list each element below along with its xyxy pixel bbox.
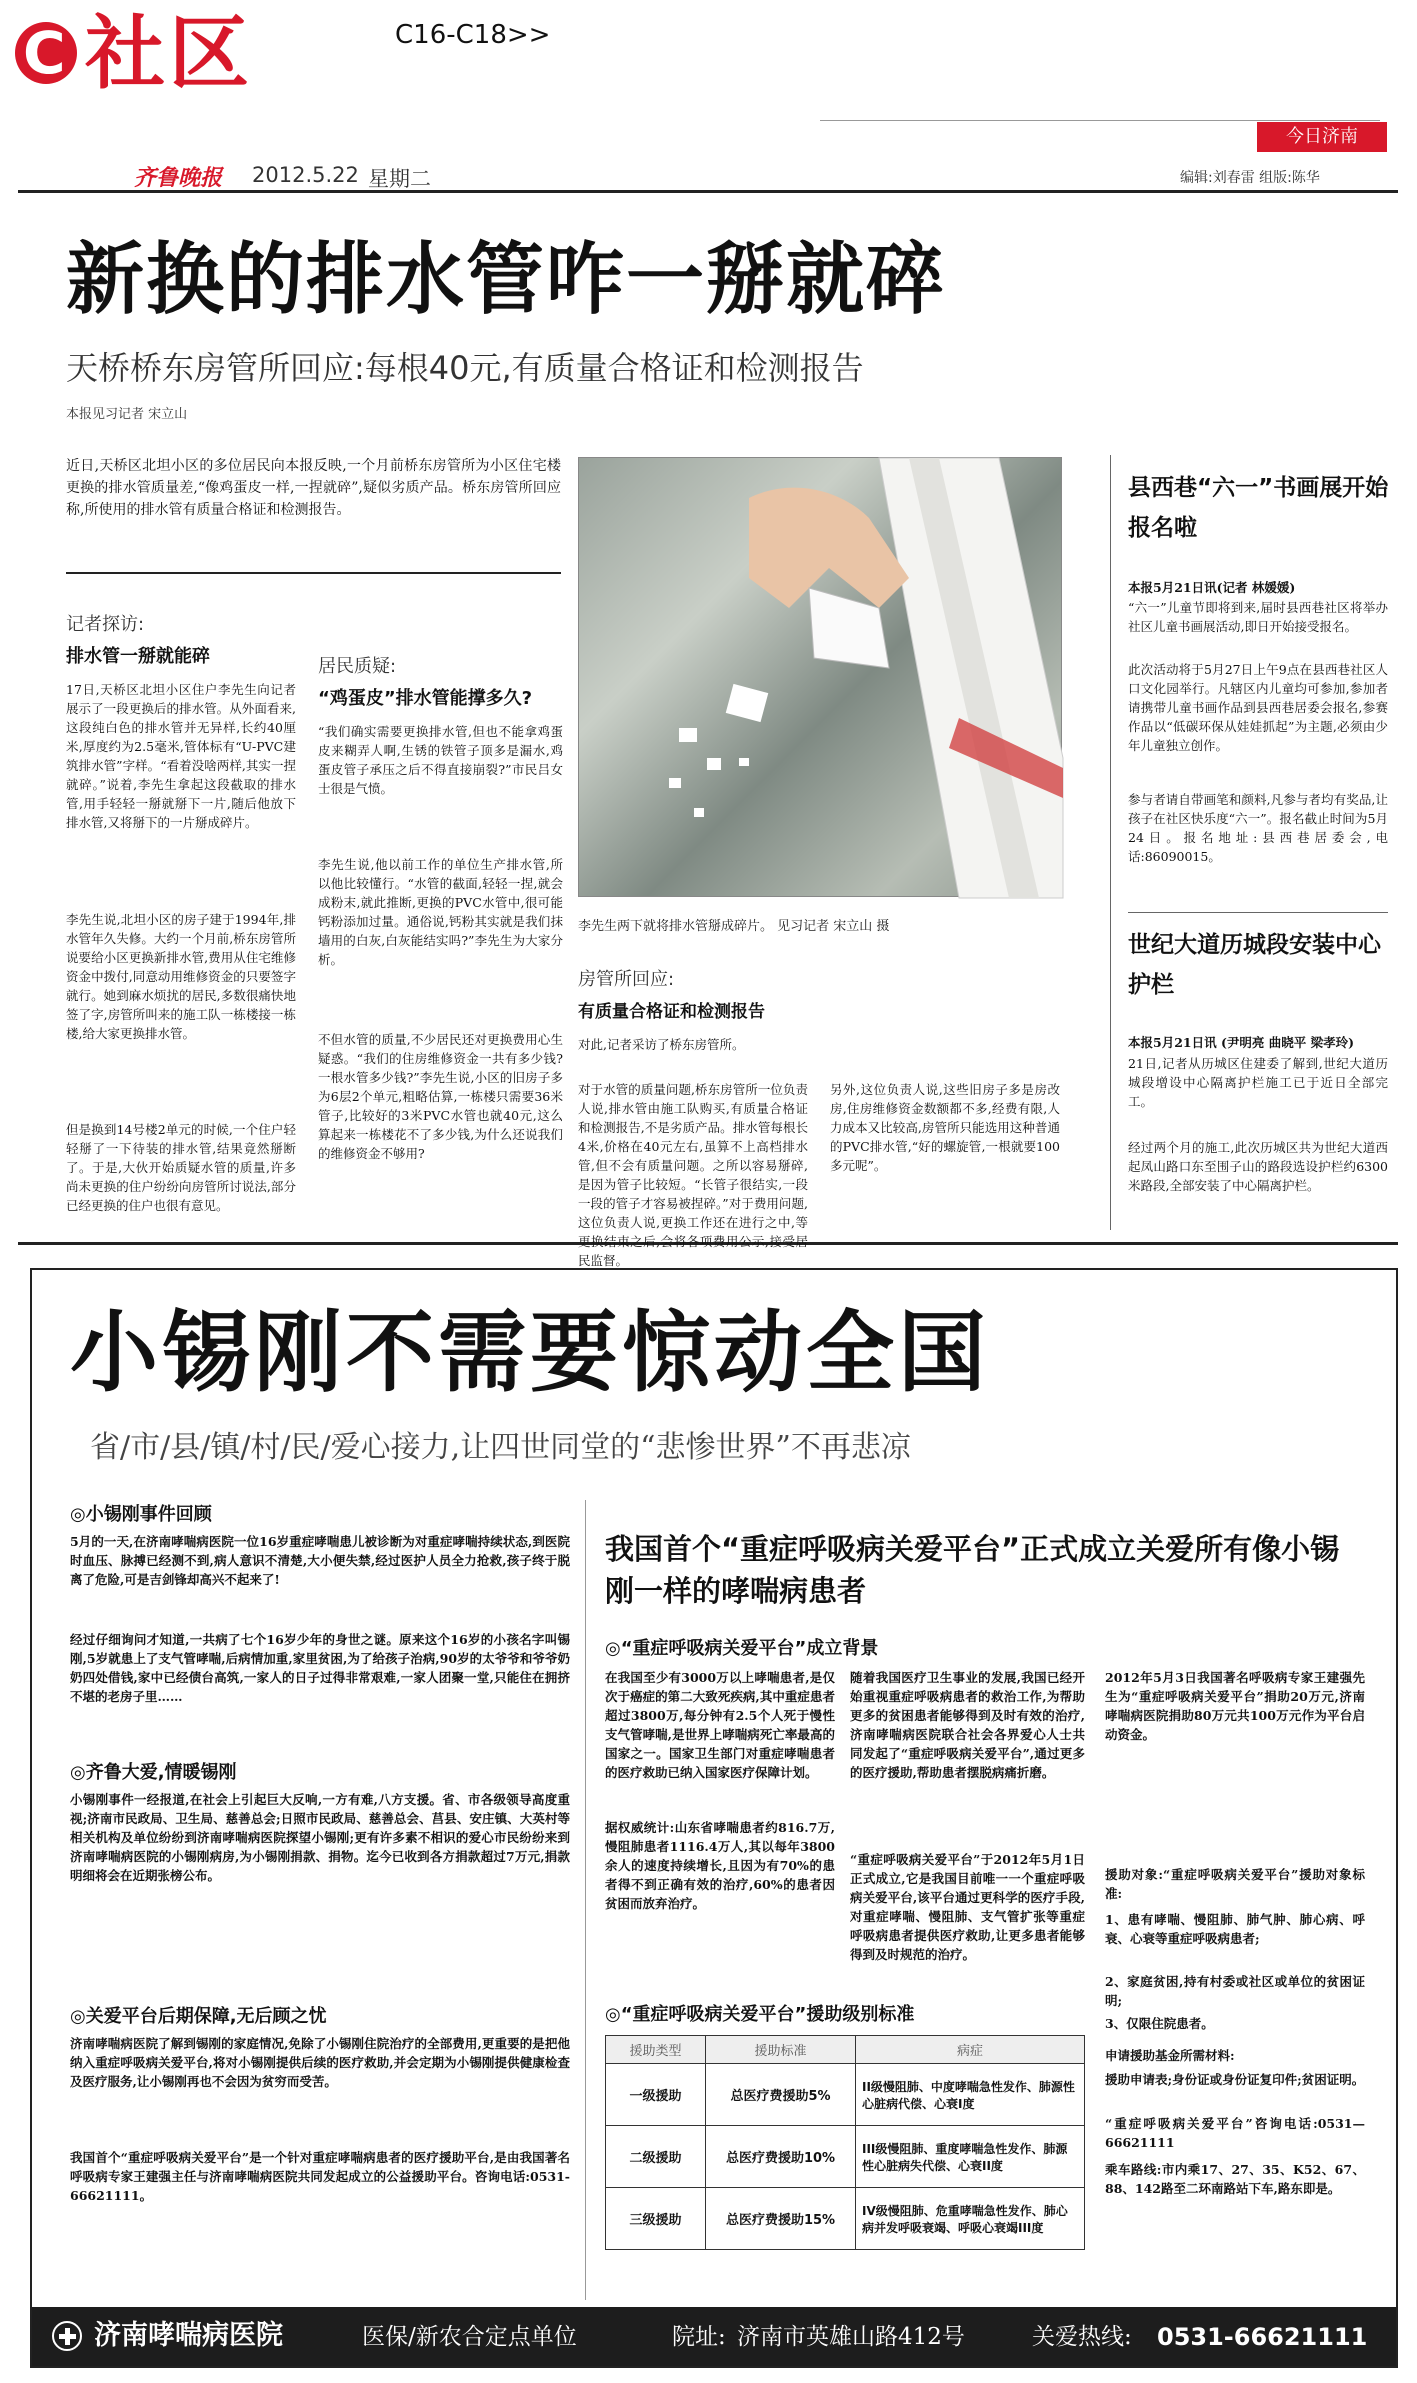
main-lead: 近日,天桥区北坦小区的多位居民向本报反映,一个月前桥东房管所为小区住宅楼更换的排水管质量差,“像鸡蛋皮一样,一捏就碎”,疑似劣质产品。桥东房管所回应称,所使用的排水管有质量合格证和检测报告。	[66, 458, 561, 518]
ad-col3-bus: 乘车路线:市内乘17、27、35、K52、67、88、142路至二环南路站下车,路东即是。	[1105, 2162, 1365, 2196]
ad-subheadline: 省/市/县/镇/村/民/爱心接力,让四世同堂的“悲惨世界”不再悲凉	[90, 1430, 911, 1465]
main-byline: 本报见习记者 宋立山	[66, 407, 188, 422]
page-range: C16-C18>>	[395, 20, 551, 50]
section2-p3: 不但水管的质量,不少居民还对更换费用心生疑惑。“我们的住房维修资金一共有多少钱?一根水管多少钱?”李先生说,小区的旧房子多为6层2个单元,粗略估算,一栋楼只需要36米管子,比较好的3米PVC水管也就40元,这么算起来一栋楼花不了多少钱,为什么还说我们的维修资金不够用?	[318, 1032, 563, 1161]
section3-p1: 对此,记者采访了桥东房管所。	[578, 1037, 745, 1052]
section2-p1: “我们确实需要更换排水管,但也不能拿鸡蛋皮来糊弄人啊,生锈的铁管子顶多是漏水,鸡蛋皮管子承压之后不得直接崩裂?”市民吕女士很是气愤。	[318, 724, 563, 796]
section1-p3-cont	[318, 598, 563, 638]
ad-left-s1-title: ◎小锡刚事件回顾	[70, 1504, 212, 1525]
paper-name: 齐鲁晚报	[134, 165, 223, 191]
news1-p2: 此次活动将于5月27日上午9点在县西巷社区人口文化园举行。凡辖区内儿童均可参加,参加者请携带儿童书画作品到县西巷居委会报名,参赛作品以“低碳环保从娃娃抓起”为主题,必须由少年儿童独立创作。	[1128, 662, 1388, 753]
news2-dateline: 本报5月21日讯 (尹明亮 曲晓平 梁孝玲)	[1128, 1035, 1354, 1050]
news2-title: 世纪大道历城段安装中心护栏	[1128, 932, 1381, 998]
table-row	[606, 2064, 1085, 2126]
section1-p1: 17日,天桥区北坦小区住户李先生向记者展示了一段更换后的排水管。从外面看来,这段纯白色的排水管并无异样,长约40厘米,厚度约为2.5毫米,管体标有“U-PVC建筑排水管”字样。“看着没啥两样,其实一捏就碎。”说着,李先生拿起这段截取的排水管,用手轻轻一掰就掰下一片,随后他放下排水管,又将掰下的一片掰成碎片。	[66, 682, 296, 830]
ad-headline: 小锡刚不需要惊动全国	[70, 1300, 991, 1404]
ad-left-s2-p1: 小锡刚事件一经报道,在社会上引起巨大反响,一方有难,八方支援。省、市各级领导高度重视;济南市民政局、卫生局、慈善总会;日照市民政局、慈善总会、莒县、安庄镇、大英村等相关机构及单位纷纷到济南哮喘病医院探望小锡刚;更有许多素不相识的爱心市民纷纷来到济南哮喘病医院的小锡刚病房,为小锡刚捐款、捐物。迄今已收到各方捐款超过7万元,捐款明细将会在近期张榜公布。	[70, 1792, 570, 1883]
news1-p3: 参与者请自带画笔和颜料,凡参与者均有奖品,让孩子在社区快乐度“六一”。报名截止时间为5月24日。报名地址:县西巷居委会,电话:86090015。	[1128, 792, 1388, 864]
table-cell: II级慢阻肺、中度哮喘急性发作、肺源性心脏病代偿、心衰I度	[856, 2064, 1085, 2126]
table-cell: 一级援助	[606, 2064, 706, 2126]
ad-col3-apply: 申请援助基金所需材料:	[1105, 2048, 1235, 2063]
cross-icon	[52, 2321, 82, 2351]
table-cell: III级慢阻肺、重度哮喘急性发作、肺源性心脏病失代偿、心衰II度	[856, 2126, 1085, 2188]
ad-col3-item: 2、家庭贫困,持有村委或社区或单位的贫困证明;	[1105, 1974, 1365, 2008]
section1-heading: 排水管一掰就能碎	[66, 646, 210, 667]
ad-table-title: ◎“重症呼吸病关爱平台”援助级别标准	[605, 2004, 915, 2025]
grade-table	[605, 2035, 1085, 2250]
table-cell: 总医疗费援助10%	[706, 2126, 856, 2188]
ad-right-title: 我国首个“重症呼吸病关爱平台”正式成立关爱所有像小锡刚一样的哮喘病患者	[605, 1532, 1340, 1608]
news1-p1: “六一”儿童节即将到来,届时县西巷社区将举办社区儿童书画展活动,即日开始接受报名。	[1128, 600, 1388, 634]
ad-right-s1-p2: 据权威统计:山东省哮喘患者约816.7万,慢阻肺患者1116.4万人,其以每年3800余人的速度持续增长,且因为有70%的患者得不到正确有效的治疗,60%的患者因贫困而放弃治疗。	[605, 1820, 835, 1911]
editors-credit: 编辑:刘春雷 组版:陈华	[1180, 170, 1320, 186]
section-tag: 今日济南	[1257, 122, 1387, 152]
lead-rule	[66, 572, 561, 574]
ad-left-s3-p2: 我国首个“重症呼吸病关爱平台”是一个针对重症哮喘病患者的医疗援助平台,是由我国著名呼吸病专家王建强主任与济南哮喘病医院共同发起成立的公益援助平台。咨询电话:0531-66621111。	[70, 2150, 570, 2203]
section3-p3: 另外,这位负责人说,这些旧房子多是房改房,住房维修资金数额都不多,经费有限,人力成本又比较高,房管所只能选用这种普通的PVC排水管,“好的螺旋管,一根就要100多元呢”。	[830, 1082, 1060, 1173]
photo-caption: 李先生两下就将排水管掰成碎片。 见习记者 宋立山 摄	[578, 919, 890, 934]
section1-p3: 但是换到14号楼2单元的时候,一个住户轻轻掰了一下待装的排水管,结果竟然掰断了。于是,大伙开始质疑水管的质量,许多尚未更换的住户纷纷向房管所讨说法,部分已经更换的住户也很有意见。	[66, 1122, 296, 1213]
table-row	[606, 2126, 1085, 2188]
ad-right-s1-p5: 2012年5月3日我国著名呼吸病专家王建强先生为“重症呼吸病关爱平台”捐助20万元,济南哮喘病医院捐助80万元共100万元作为平台启动资金。	[1105, 1670, 1365, 1742]
ad-right-s1-p3: 随着我国医疗卫生事业的发展,我国已经开始重视重症呼吸病患者的救治工作,为帮助更多的贫困患者能够得到及时有效的治疗,济南哮喘病医院联合社会各界爱心人士共同发起了“重症呼吸病关爱平台”,通过更多的医疗援助,帮助患者摆脱病痛折磨。	[850, 1670, 1085, 1780]
table-header-cell: 援助标准	[706, 2036, 856, 2064]
footer-hospital: 济南哮喘病医院	[94, 2320, 283, 2351]
table-row	[606, 2188, 1085, 2250]
issue-date: 2012.5.22	[252, 163, 359, 187]
footer-insurance: 医保/新农合定点单位	[362, 2324, 577, 2350]
table-cell: 三级援助	[606, 2188, 706, 2250]
ad-col3-intro: 援助对象:“重症呼吸病关爱平台”援助对象标准:	[1105, 1867, 1365, 1901]
article-photo	[578, 457, 1062, 897]
ad-right-s1-p1: 在我国至少有3000万以上哮喘患者,是仅次于癌症的第二大致死疾病,其中重症患者超过3800万,每分钟有2.5个人死于慢性支气管哮喘,是世界上哮喘病死亡率最高的国家之一。国家卫生部门对重症哮喘患者的医疗救助已纳入国家医疗保障计划。	[605, 1670, 835, 1780]
footer-hotline: 0531-66621111	[1157, 2323, 1368, 2351]
table-cell: 总医疗费援助15%	[706, 2188, 856, 2250]
main-headline: 新换的排水管咋一掰就碎	[66, 234, 947, 325]
section3-heading: 有质量合格证和检测报告	[578, 1002, 765, 1022]
news1-title: 县西巷“六一”书画展开始报名啦	[1128, 475, 1389, 541]
logo-letter: C	[23, 19, 66, 87]
pipe-fragments-illustration	[579, 458, 1063, 898]
ad-left-s2-title: ◎齐鲁大爱,情暖锡刚	[70, 1762, 237, 1783]
footer-address-label: 院址:	[672, 2324, 726, 2350]
footer-hotline-label: 关爱热线:	[1032, 2324, 1132, 2350]
news2-p1: 21日,记者从历城区住建委了解到,世纪大道历城段增设中心隔离护栏施工已于近日全部完工。	[1128, 1056, 1388, 1109]
news1-dateline: 本报5月21日讯(记者 林媛媛)	[1128, 580, 1296, 595]
section-title: 社区	[85, 7, 253, 100]
section1-label: 记者探访:	[66, 614, 145, 635]
table-cell: 二级援助	[606, 2126, 706, 2188]
main-subheadline: 天桥桥东房管所回应:每根40元,有质量合格证和检测报告	[66, 349, 864, 387]
ad-col3-apply-item: 援助申请表;身份证或身份证复印件;贫困证明。	[1105, 2072, 1365, 2087]
issue-weekday: 星期二	[368, 167, 431, 191]
section-logo	[15, 7, 330, 100]
table-header-cell: 援助类型	[606, 2036, 706, 2064]
section1-p2: 李先生说,北坦小区的房子建于1994年,排水管年久失修。大约一个月前,桥东房管所说要给小区更换新排水管,费用从住宅维修资金中拨付,同意动用维修资金的只要签字就行。她到麻水烦扰的居民,多数很痛快地签了字,房管所叫来的施工队一栋楼接一栋楼,给大家更换排水管。	[66, 912, 296, 1041]
ad-right-s1-title: ◎“重症呼吸病关爱平台”成立背景	[605, 1638, 879, 1659]
news2-p2: 经过两个月的施工,此次历城区共为世纪大道西起凤山路口东至围子山的路段选设护栏约6300米路段,全部安装了中心隔离护栏。	[1128, 1140, 1388, 1193]
ad-col3-item: 1、患有哮喘、慢阻肺、肺气肿、肺心病、呼衰、心衰等重症呼吸病患者;	[1105, 1912, 1365, 1946]
section3-p2: 对于水管的质量问题,桥东房管所一位负责人说,排水管由施工队购买,有质量合格证和检测报告,不是劣质产品。排水管每根长4米,价格在40元左右,虽算不上高档排水管,但不会有质量问题。之所以容易掰碎,是因为管子比较短。“长管子很结实,一段一段的管子才容易被捏碎。”对于费用问题,这位负责人说,更换工作还在进行之中,等更换结束之后,会将各项费用公示,接受居民监督。	[578, 1082, 808, 1268]
ad-footer-bar	[32, 2307, 1396, 2366]
section2-heading: “鸡蛋皮”排水管能撑多久?	[318, 688, 533, 709]
ad-left-s1-p1: 5月的一天,在济南哮喘病医院一位16岁重症哮喘患儿被诊断为对重症哮喘持续状态,到医院时血压、脉搏已经测不到,病人意识不清楚,大小便失禁,经过医护人员全力抢救,孩子终于脱离了危险,可是吉剑锋却高兴不起来了!	[70, 1534, 570, 1587]
ad-col3-item: 3、仅限住院患者。	[1105, 2016, 1214, 2031]
ad-left-s3-p1: 济南哮喘病医院了解到锡刚的家庭情况,免除了小锡刚住院治疗的全部费用,更重要的是把他纳入重症呼吸病关爱平台,将对小锡刚提供后续的医疗救助,并会定期为小锡刚提供健康检查及医疗服务,让小锡刚再也不会因为贫穷而受苦。	[70, 2036, 570, 2089]
ad-column-divider	[585, 1500, 586, 2300]
table-header-cell: 病症	[856, 2036, 1085, 2064]
ad-col3-apply-item: “重症呼吸病关爱平台”咨询电话:0531—66621111	[1105, 2116, 1365, 2150]
footer-address: 济南市英雄山路412号	[737, 2324, 965, 2350]
section2-p2: 李先生说,他以前工作的单位生产排水管,所以他比较懂行。“水管的截面,轻轻一捏,就会成粉末,就此推断,更换的PVC水管中,很可能钙粉添加过量。通俗说,钙粉其实就是我们抹墙用的白灰,白灰能结实吗?”李先生为大家分析。	[318, 857, 563, 967]
sidebar-divider	[1110, 455, 1111, 1230]
ad-left-s3-title: ◎关爱平台后期保障,无后顾之忧	[70, 2006, 327, 2027]
table-header-row	[606, 2036, 1085, 2064]
section3-p2-cont	[830, 955, 1060, 1085]
sidebar-rule	[1128, 912, 1388, 913]
section2-label: 居民质疑:	[318, 656, 397, 677]
section3-label: 房管所回应:	[578, 969, 675, 990]
ad-left-s1-p2: 经过仔细询问才知道,一共病了七个16岁少年的身世之谜。原来这个16岁的小孩名字叫锡刚,5岁就患上了支气管哮喘,后病情加重,家里贫困,为了给孩子治病,90岁的太爷爷和爷爷奶奶四处借钱,家中已经债台高筑,一家人的日子过得非常艰难,一家人团聚一堂,只能住在拥挤不堪的老房子里……	[70, 1632, 570, 1704]
table-cell: 总医疗费援助5%	[706, 2064, 856, 2126]
ad-right-s1-p4: “重症呼吸病关爱平台”于2012年5月1日正式成立,它是我国目前唯一一个重症呼吸病关爱平台,该平台通过更科学的医疗手段,对重症哮喘、慢阻肺、支气管扩张等重症呼吸病患者提供医疗救助,让更多患者能够得到及时规范的治疗。	[850, 1852, 1085, 1962]
table-cell: IV级慢阻肺、危重哮喘急性发作、肺心病并发呼吸衰竭、呼吸心衰竭III度	[856, 2188, 1085, 2250]
